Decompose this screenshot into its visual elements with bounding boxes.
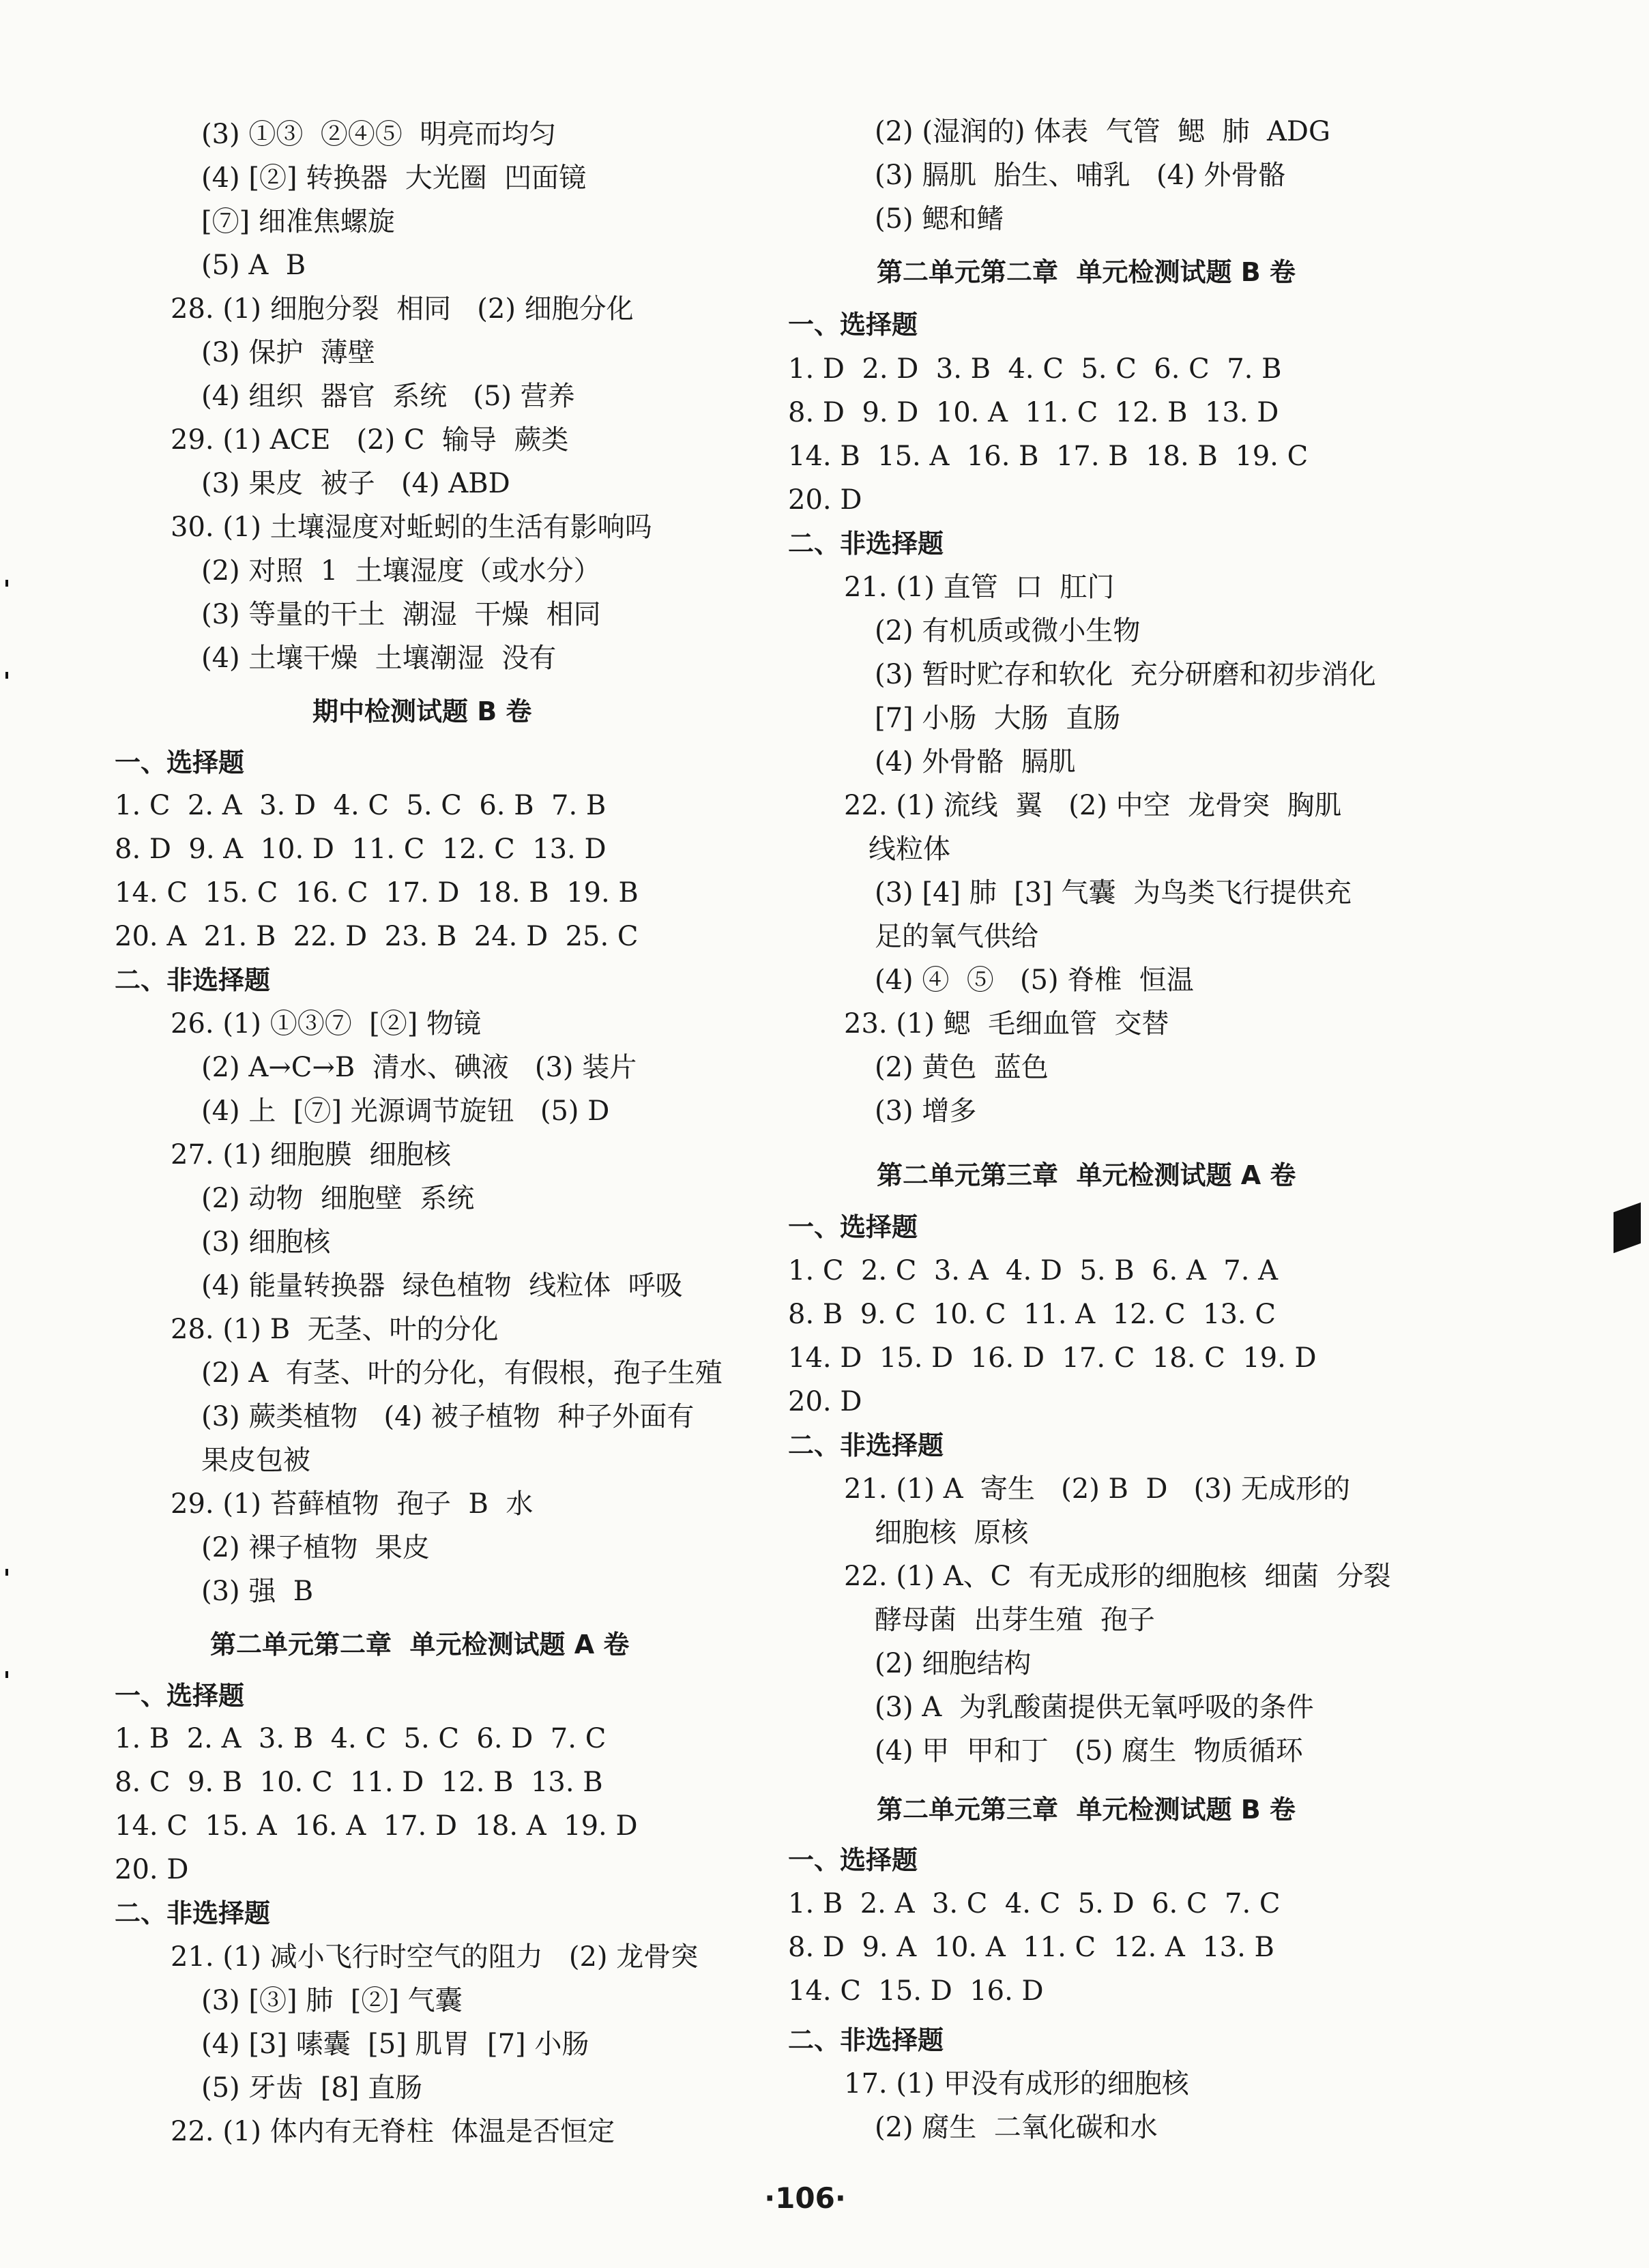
answer-line: 8. D 9. A 10. A 11. C 12. A 13. B [788,1932,1274,1963]
answer-line: (2) 动物 细胞壁 系统 [201,1183,475,1214]
answer-line: 8. D 9. A 10. D 11. C 12. C 13. D [115,834,607,865]
section-heading: 第二单元第三章 单元检测试题 B 卷 [877,1795,1296,1825]
answer-line: (4) 组织 器官 系统 (5) 营养 [201,381,575,412]
answer-line: 线粒体 [869,834,950,865]
subsection-title: 一、选择题 [788,310,918,340]
answer-line: 14. D 15. D 16. D 17. C 18. C 19. D [788,1342,1317,1374]
answer-line: (3) 增多 [875,1095,977,1127]
answer-line: 22. (1) 体内有无脊柱 体温是否恒定 [171,2116,615,2147]
answer-line: (3) 暂时贮存和软化 充分研磨和初步消化 [875,659,1376,690]
answer-line: 细胞核 原核 [875,1517,1029,1548]
answer-line: (2) (湿润的) 体表 气管 鳃 肺 ADG [875,116,1330,147]
answer-line: (3) ①③ ②④⑤ 明亮而均匀 [201,119,557,150]
answer-line: 28. (1) 细胞分裂 相同 (2) 细胞分化 [171,293,634,325]
page-number: ·106· [764,2181,846,2215]
answer-line: (3) 细胞核 [201,1226,331,1258]
answer-line: (3) [③] 肺 [②] 气囊 [201,1985,463,2016]
answer-line: 21. (1) 直管 口 肛门 [844,572,1115,603]
answer-line: [7] 小肠 大肠 直肠 [875,703,1121,734]
answer-line: 22. (1) 流线 翼 (2) 中空 龙骨突 胸肌 [844,790,1342,821]
answer-line: 14. C 15. A 16. A 17. D 18. A 19. D [115,1810,638,1842]
scan-speck [5,672,8,679]
answer-line: (4) ④ ⑤ (5) 脊椎 恒温 [875,964,1194,996]
answer-line: 1. B 2. A 3. C 4. C 5. D 6. C 7. C [788,1888,1281,1919]
answer-line: (5) 牙齿 [8] 直肠 [201,2072,423,2104]
answer-line: (4) 能量转换器 绿色植物 线粒体 呼吸 [201,1270,683,1301]
answer-line: 酵母菌 出芽生殖 孢子 [875,1604,1155,1636]
answer-line: 17. (1) 甲没有成形的细胞核 [844,2068,1189,2100]
answer-line: 1. C 2. A 3. D 4. C 5. C 6. B 7. B [115,790,607,821]
answer-line: (3) 强 B [201,1576,314,1607]
answer-line: (3) A 为乳酸菌提供无氧呼吸的条件 [875,1692,1314,1723]
subsection-title: 一、选择题 [788,1845,918,1875]
answer-line: 足的氧气供给 [875,921,1038,952]
answer-line: (2) 细胞结构 [875,1648,1032,1679]
answer-line: 21. (1) A 寄生 (2) B D (3) 无成形的 [844,1473,1350,1505]
answer-line: (4) 外骨骼 膈肌 [875,746,1076,778]
answer-line: (3) 保护 薄壁 [201,337,375,368]
answer-line: 果皮包被 [201,1445,310,1476]
answer-line: (4) 甲 甲和丁 (5) 腐生 物质循环 [875,1735,1303,1767]
answer-line: 8. D 9. D 10. A 11. C 12. B 13. D [788,397,1279,428]
answer-line: (4) 上 [⑦] 光源调节旋钮 (5) D [201,1095,610,1127]
answer-line: 20. D [788,1386,862,1417]
section-heading: 第二单元第二章 单元检测试题 B 卷 [877,257,1296,287]
answer-line: (3) 蕨类植物 (4) 被子植物 种子外面有 [201,1401,695,1432]
answer-line: 8. B 9. C 10. C 11. A 12. C 13. C [788,1299,1276,1330]
section-heading: 第二单元第二章 单元检测试题 A 卷 [210,1630,630,1660]
answer-line: (4) [3] 嗉囊 [5] 肌胃 [7] 小肠 [201,2029,589,2060]
answer-line: 20. D [115,1854,189,1885]
answer-line: 8. C 9. B 10. C 11. D 12. B 13. B [115,1767,603,1798]
answer-line: (2) 裸子植物 果皮 [201,1532,430,1563]
answer-line: 1. D 2. D 3. B 4. C 5. C 6. C 7. B [788,353,1282,385]
subsection-title: 二、非选择题 [788,2025,944,2055]
answer-line: 23. (1) 鳃 毛细血管 交替 [844,1008,1169,1040]
scan-speck [5,1569,8,1576]
answer-line: (2) 黄色 蓝色 [875,1052,1049,1083]
answer-line: [⑦] 细准焦螺旋 [201,206,395,237]
section-heading: 第二单元第三章 单元检测试题 A 卷 [877,1160,1296,1190]
answer-line: (3) 果皮 被子 (4) ABD [201,468,510,499]
answer-line: (4) 土壤干燥 土壤潮湿 没有 [201,643,557,674]
answer-line: 29. (1) ACE (2) C 输导 蕨类 [171,424,569,456]
answer-line: (4) [②] 转换器 大光圈 凹面镜 [201,162,587,194]
answer-line: 20. D [788,484,862,516]
answer-line: 29. (1) 苔藓植物 孢子 B 水 [171,1488,534,1520]
answer-line: (2) A 有茎、叶的分化，有假根，孢子生殖 [201,1357,723,1389]
subsection-title: 二、非选择题 [115,1898,271,1928]
subsection-title: 一、选择题 [788,1212,918,1242]
answer-line: 27. (1) 细胞膜 细胞核 [171,1139,452,1170]
subsection-title: 二、非选择题 [115,965,271,995]
answer-line: 30. (1) 土壤湿度对蚯蚓的生活有影响吗 [171,512,652,543]
answer-line: 26. (1) ①③⑦ [②] 物镜 [171,1008,482,1040]
answer-line: 1. B 2. A 3. B 4. C 5. C 6. D 7. C [115,1723,607,1754]
page-edge-mark [1614,1203,1641,1254]
subsection-title: 二、非选择题 [788,1430,944,1460]
answer-line: 1. C 2. C 3. A 4. D 5. B 6. A 7. A [788,1255,1279,1286]
answer-line: 14. C 15. C 16. C 17. D 18. B 19. B [115,877,639,909]
answer-line: (3) 膈肌 胎生、哺乳 (4) 外骨骼 [875,160,1286,191]
answer-line: (2) 腐生 二氧化碳和水 [875,2112,1158,2143]
answer-line: 21. (1) 减小飞行时空气的阻力 (2) 龙骨突 [171,1941,699,1973]
scan-speck [5,1671,8,1678]
subsection-title: 一、选择题 [115,748,245,778]
answer-line: 14. C 15. D 16. D [788,1975,1044,2007]
answer-line: 20. A 21. B 22. D 23. B 24. D 25. C [115,921,639,952]
answer-line: (3) [4] 肺 [3] 气囊 为鸟类飞行提供充 [875,877,1352,909]
answer-line: 28. (1) B 无茎、叶的分化 [171,1314,499,1345]
answer-line: (3) 等量的干土 潮湿 干燥 相同 [201,599,601,630]
answer-line: (2) 对照 1 土壤湿度（或水分） [201,555,601,587]
answer-line: (5) 鳃和鳍 [875,203,1004,235]
answer-line: (2) A→C→B 清水、碘液 (3) 装片 [201,1052,637,1083]
answer-line: (2) 有机质或微小生物 [875,615,1141,647]
scan-speck [5,580,8,587]
answer-line: 14. B 15. A 16. B 17. B 18. B 19. C [788,441,1309,472]
answer-line: 22. (1) A、C 有无成形的细胞核 细菌 分裂 [844,1561,1391,1592]
subsection-title: 二、非选择题 [788,529,944,559]
section-heading: 期中检测试题 B 卷 [312,696,532,726]
subsection-title: 一、选择题 [115,1681,245,1711]
answer-line: (5) A B [201,250,306,281]
